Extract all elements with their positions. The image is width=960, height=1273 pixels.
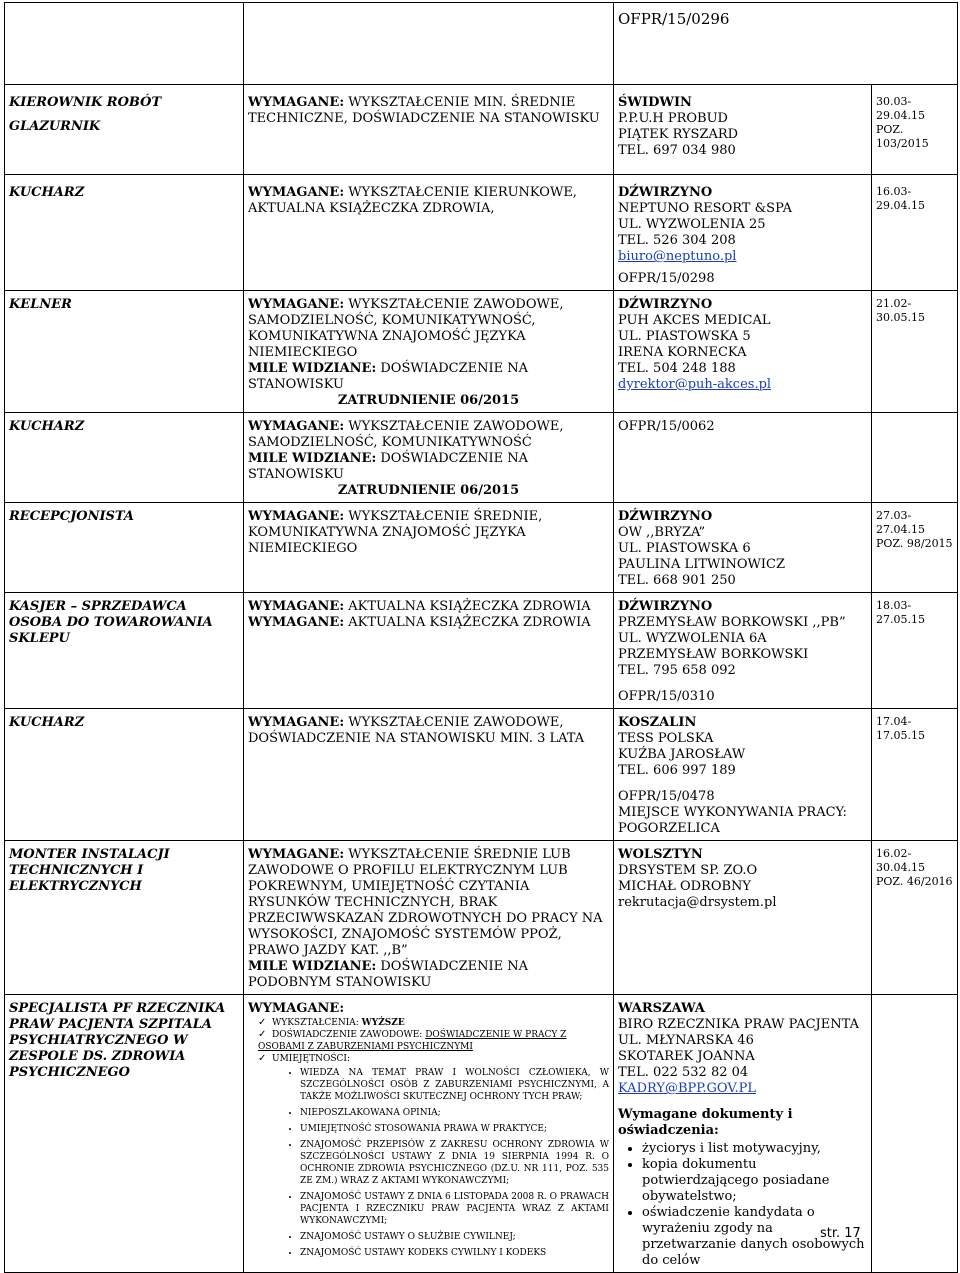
job-title: KUCHARZ xyxy=(5,413,244,503)
list-item: • WIEDZA NA TEMAT PRAW I WOLNOŚCI CZŁOWIEKA, W SZCZEGÓLNOŚCI OSÓB Z ZABURZENIAMI PSYCHICZNYMI, A TAKŻE MOŻLIWOŚCI SKUTECZNEJ OCHRONY TYCH PRAW; xyxy=(300,1067,609,1103)
employer: WARSZAWA BIRO RZECZNIKA PRAW PACJENTA UL. MŁYNARSKA 46 SKOTAREK JOANNA TEL. 022 532 82 04 KADRY@BPP.GOV.PL Wymagane dokumenty i oświadczenia: • życiorys i list motywacyjny, • kopia dokumentu potwierdzającego posiadane obywatelstwo; • oświadczenie kandydata o wyrażeniu zgody na przetwarzanie danych osobowych do celów xyxy=(614,995,872,1273)
list-item: • ZNAJOMOŚĆ USTAWY KODEKS CYWILNY I KODEKS xyxy=(300,1247,609,1259)
validity: 17.04-17.05.15 xyxy=(872,709,958,841)
validity: 21.02-30.05.15 xyxy=(872,291,958,413)
employer: DŹWIRZYNO PRZEMYSŁAW BORKOWSKI ,,PB” UL. WYZWOLENIA 6A PRZEMYSŁAW BORKOWSKI TEL. 795 658 092 OFPR/15/0310 xyxy=(614,593,872,709)
list-item: • NIEPOSZLAKOWANA OPINIA; xyxy=(300,1107,609,1119)
offer-row xyxy=(5,175,958,291)
email-link[interactable]: biuro@neptuno.pl xyxy=(618,249,737,264)
ref-number: OFPR/15/0310 xyxy=(618,689,715,704)
offer-row xyxy=(5,841,958,995)
requirements: WYMAGANE: AKTUALNA KSIĄŻECZKA ZDROWIA WYMAGANE: AKTUALNA KSIĄŻECZKA ZDROWIA xyxy=(244,593,614,709)
employer: DŹWIRZYNO PUH AKCES MEDICAL UL. PIASTOWSKA 5 IRENA KORNECKA TEL. 504 248 188 dyrektor@puh-akces.pl xyxy=(614,291,872,413)
check-item: ✓ WYKSZTAŁCENIA: WYŻSZE xyxy=(258,1017,609,1029)
validity: 27.03-27.04.15 POZ. 98/2015 xyxy=(872,503,958,593)
job-title: KUCHARZ xyxy=(5,175,244,291)
requirements: WYMAGANE: WYKSZTAŁCENIE ZAWODOWE, SAMODZIELNOŚĆ, KOMUNIKATYWNOŚĆ, KOMUNIKATYWNA ZNAJOMOŚĆ JĘZYKA NIEMIECKIEGO MILE WIDZIANE: DOŚWIADCZENIE NA STANOWISKU ZATRUDNIENIE 06/2015 xyxy=(244,291,614,413)
requirements: WYMAGANE: WYKSZTAŁCENIE MIN. ŚREDNIE TECHNICZNE, DOŚWIADCZENIE NA STANOWISKU xyxy=(244,85,614,175)
offer-row xyxy=(5,995,958,1273)
validity: 30.03-29.04.15 POZ. 103/2015 xyxy=(872,85,958,175)
offer-row xyxy=(5,503,958,593)
job-title: MONTER INSTALACJI TECHNICZNYCH I ELEKTRYCZNYCH xyxy=(5,841,244,995)
offer-row xyxy=(5,291,958,413)
documents-list xyxy=(618,1141,867,1269)
offer-row xyxy=(5,413,958,503)
ref-number: OFPR/15/0062 xyxy=(614,413,872,503)
job-offers-table xyxy=(4,2,958,1273)
job-title: SPECJALISTA PF RZECZNIKA PRAW PACJENTA SZPITALA PSYCHIATRYCZNEGO W ZESPOLE DS. ZDROWIA PSYCHICZNEGO xyxy=(5,995,244,1273)
check-item: ✓ DOŚWIADCZENIE ZAWODOWE: DOŚWIADCZENIE W PRACY Z OSOBAMI Z ZABURZENIAMI PSYCHICZNYMI xyxy=(258,1029,609,1053)
employer: KOSZALIN TESS POLSKA KUŹBA JAROSŁAW TEL. 606 997 189 OFPR/15/0478 MIEJSCE WYKONYWANIA PRACY: POGORZELICA xyxy=(614,709,872,841)
offer-row xyxy=(5,709,958,841)
validity: 18.03-27.05.15 xyxy=(872,593,958,709)
offer-row xyxy=(5,593,958,709)
header-row xyxy=(5,3,958,85)
list-item: • ZNAJOMOŚĆ USTAWY O SŁUŻBIE CYWILNEJ; xyxy=(300,1231,609,1243)
requirements: WYMAGANE: WYKSZTAŁCENIE ŚREDNIE, KOMUNIKATYWNA ZNAJOMOŚĆ JĘZYKA NIEMIECKIEGO xyxy=(244,503,614,593)
validity: 16.02-30.04.15 POZ. 46/2016 xyxy=(872,841,958,995)
list-item: • ZNAJOMOŚĆ USTAWY Z DNIA 6 LISTOPADA 2008 R. O PRAWACH PACJENTA I RZECZNIKU PRAW PACJENTA WRAZ Z AKTAMI WYKONAWCZYMI; xyxy=(300,1191,609,1227)
requirements: WYMAGANE: ✓ WYKSZTAŁCENIA: WYŻSZE ✓ DOŚWIADCZENIE ZAWODOWE: DOŚWIADCZENIE W PRACY Z OSOBAMI Z ZABURZENIAMI PSYCHICZNYMI ✓ UMIEJĘTNOŚCI: • WIEDZA NA TEMAT PRAW I WOLNOŚCI CZŁOWIEKA, W SZCZEGÓLNOŚCI OSÓB Z ZABURZENIAMI PSYCHICZNYMI, A TAKŻE MOŻLIWOŚCI SKUTECZNEJ OCHRONY TYCH PRAW; • NIEPOSZLAKOWANA OPINIA; • UMIEJĘTNOŚĆ STOSOWANIA PRAWA W PRAKTYCE; • ZNAJOMOŚĆ PRZEPISÓW Z ZAKRESU OCHRONY ZDROWIA W SZCZEGÓLNOŚCI USTAWY Z DNIA 19 SIERPNIA 1994 R. O OCHRONIE ZDROWIA PSYCHICZNEGO (DZ.U. NR 111, POZ. 535 ZE ZM.) WRAZ Z AKTAMI WYKONAWCZYMI; • ZNAJOMOŚĆ USTAWY Z DNIA 6 LISTOPADA 2008 R. O PRAWACH PACJENTA I RZECZNIKU PRAW PACJENTA WRAZ Z AKTAMI WYKONAWCZYMI; • ZNAJOMOŚĆ USTAWY O SŁUŻBIE CYWILNEJ; • ZNAJOMOŚĆ USTAWY KODEKS CYWILNY I KODEKS xyxy=(244,995,614,1273)
documents-heading: Wymagane dokumenty i oświadczenia: xyxy=(618,1107,793,1138)
requirements: WYMAGANE: WYKSZTAŁCENIE ZAWODOWE, DOŚWIADCZENIE NA STANOWISKU MIN. 3 LATA xyxy=(244,709,614,841)
email-link[interactable]: KADRY@BPP.GOV.PL xyxy=(618,1081,756,1096)
list-item: • UMIEJĘTNOŚĆ STOSOWANIA PRAWA W PRAKTYCE; xyxy=(300,1123,609,1135)
check-item: ✓ UMIEJĘTNOŚCI: xyxy=(258,1053,609,1065)
list-item: • życiorys i list motywacyjny, xyxy=(642,1141,867,1157)
employer: WOLSZTYN DRSYSTEM SP. ZO.O MICHAŁ ODROBNY rekrutacja@drsystem.pl xyxy=(614,841,872,995)
employer: DŹWIRZYNO OW ,,BRYZA” UL. PIASTOWSKA 6 PAULINA LITWINOWICZ TEL. 668 901 250 xyxy=(614,503,872,593)
job-title: RECEPCJONISTA xyxy=(5,503,244,593)
list-item: • ZNAJOMOŚĆ PRZEPISÓW Z ZAKRESU OCHRONY ZDROWIA W SZCZEGÓLNOŚCI USTAWY Z DNIA 19 SIERPNIA 1994 R. O OCHRONIE ZDROWIA PSYCHICZNEGO (DZ.U. NR 111, POZ. 535 ZE ZM.) WRAZ Z AKTAMI WYKONAWCZYMI; xyxy=(300,1139,609,1187)
employer: DŹWIRZYNO NEPTUNO RESORT &SPA UL. WYZWOLENIA 25 TEL. 526 304 208 biuro@neptuno.pl OFPR/15/0298 xyxy=(614,175,872,291)
email-link[interactable]: dyrektor@puh-akces.pl xyxy=(618,377,772,392)
job-title: KIEROWNIK ROBÓT GLAZURNIK xyxy=(5,85,244,175)
requirements: WYMAGANE: WYKSZTAŁCENIE ŚREDNIE LUB ZAWODOWE O PROFILU ELEKTRYCZNYM LUB POKREWNYM, UMIEJĘTNOŚĆ CZYTANIA RYSUNKÓW TECHNICZNYCH, BRAK PRZECIWWSKAZAŃ ZDROWOTNYCH DO PRACY NA WYSOKOŚCI, ZNAJOMOŚĆ SYSTEMÓW PPOŻ, PRAWO JAZDY KAT. ,,B” MILE WIDZIANE: DOŚWIADCZENIE NA PODOBNYM STANOWISKU xyxy=(244,841,614,995)
list-item: • oświadczenie kandydata o wyrażeniu zgody na przetwarzanie danych osobowych do celów xyxy=(642,1205,867,1269)
list-item: • kopia dokumentu potwierdzającego posiadane obywatelstwo; xyxy=(642,1157,867,1205)
skills-list xyxy=(248,1067,609,1259)
job-title: KELNER xyxy=(5,291,244,413)
requirements: WYMAGANE: WYKSZTAŁCENIE ZAWODOWE, SAMODZIELNOŚĆ, KOMUNIKATYWNOŚĆ MILE WIDZIANE: DOŚWIADCZENIE NA STANOWISKU ZATRUDNIENIE 06/2015 xyxy=(244,413,614,503)
employer: ŚWIDWIN P.P.U.H PROBUD PIĄTEK RYSZARD TEL. 697 034 980 xyxy=(614,85,872,175)
requirements-checklist xyxy=(248,1017,609,1065)
ref-number: OFPR/15/0298 xyxy=(618,271,715,286)
job-title: KASJER – SPRZEDAWCA OSOBA DO TOWAROWANIA SKLEPU xyxy=(5,593,244,709)
ref-number: OFPR/15/0296 xyxy=(614,3,958,85)
ref-number: OFPR/15/0478 xyxy=(618,789,715,804)
validity: 16.03-29.04.15 xyxy=(872,175,958,291)
offer-row xyxy=(5,85,958,175)
page-number: str. 17 xyxy=(820,1226,861,1241)
requirements: WYMAGANE: WYKSZTAŁCENIE KIERUNKOWE, AKTUALNA KSIĄŻECZKA ZDROWIA, xyxy=(244,175,614,291)
job-title: KUCHARZ xyxy=(5,709,244,841)
